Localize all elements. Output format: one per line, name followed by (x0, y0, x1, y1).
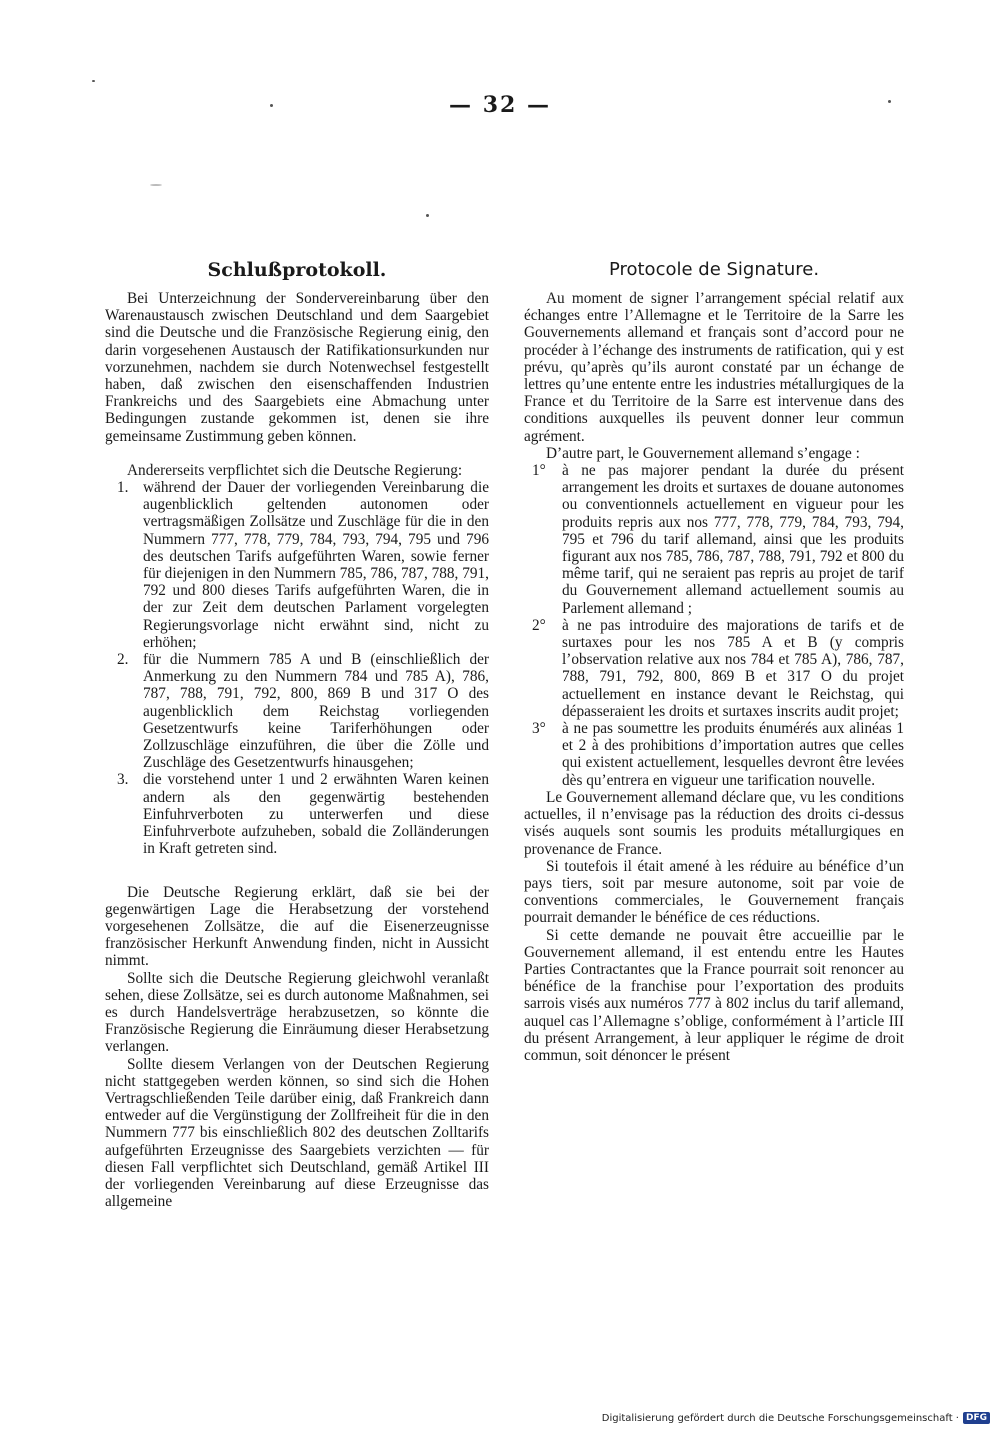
german-paragraph-1: Die Deutsche Regierung erklärt, daß sie bei der gegenwärtigen Lage die Herabsetzung der vorstehend vorgesehenen Zollsätze, die auf die Eisenerzeugnisse französischer Herkunft Anwendung finden, nicht in Aussicht nimmt. (105, 883, 489, 970)
french-item-1 (524, 462, 904, 617)
german-paragraph-2: Sollte sich die Deutsche Regierung gleichwohl veranlaßt sehen, diese Zollsätze, sei es durch autonome Maßnahmen, sei es durch Handelsverträge herabzusetzen, so könnte die Französische Regierung die Einräumung dieser Herabsetzung verlangen. (105, 969, 489, 1056)
item-text: die vorstehend unter 1 und 2 erwähnten Waren keinen andern als den gegenwärtig bestehenden Einfuhrverboten zu unterwerfen und diese Einfuhrverbote aufzuheben, sobald die Zolländerungen in Kraft getreten sind. (143, 771, 489, 858)
item-number: 3. (117, 771, 129, 789)
french-title: Protocole de Signature. (608, 259, 820, 280)
french-paragraph-3: Si cette demande ne pouvait être accueillie par le Gouvernement allemand, il est entendu entre les Hautes Parties Contractantes que la France pourrait soit renoncer au bénéfice de la franchise pour l’exportation des produits sarrois visés aux numéros 777 à 802 inclus du tarif allemand, auquel cas l’Allemagne s’oblige, conformément à l’article III du présent Arrangement, à leur appliquer le régime de droit commun, soit dénoncer le présent (524, 926, 904, 1064)
digitization-footer (602, 1412, 990, 1424)
german-column (105, 258, 489, 1210)
item-number: 2° (532, 616, 546, 634)
item-number: 2. (117, 651, 129, 669)
scan-speck (92, 80, 95, 82)
footer-credit: Digitalisierung gefördert durch die Deutsche Forschungsgemeinschaft · (601, 1412, 959, 1424)
scan-speck (426, 214, 429, 217)
german-paragraph-3: Sollte diesem Verlangen von der Deutschen Regierung nicht stattgegeben werden können, so sind sich die Hohen Vertragschließenden Teile darüber einig, daß Frankreich dann entweder auf die Vergünstigung der Zollfreiheit für die in den Nummern 777 bis einschließlich 802 des deutschen Zolltarifs aufgeführten Erzeugnisse des Saargebiets verzichten — für diesen Fall verpflichtet sich Deutschland, gemäß Artikel III der vorliegenden Vereinbarung auf diese Erzeugnisse das allgemeine (105, 1055, 489, 1211)
item-number: 1° (532, 462, 546, 480)
french-column (524, 258, 904, 1064)
german-intro: Bei Unterzeichnung der Sondervereinbarung über den Warenaustausch zwischen Deutschland und dem Saargebiet sind die Deutsche und die Französische Regierung einig, den darin vorgesehenen Austausch der Ratifikationsurkunden nur vorzunehmen, nachdem sie durch Notenwechsel festgestellt haben, daß zwischen den eisenschaffenden Industrien Frankreichs und des Saargebiets eine Abmachung unter Bedingungen zustande gekommen ist, denen sie ihre gemeinsame Zustimmung geben können. (105, 290, 489, 445)
page-number: — 32 — (449, 92, 551, 118)
german-title: Schlußprotokoll. (207, 259, 387, 281)
german-item-2 (105, 651, 489, 771)
item-number: 1. (117, 479, 129, 497)
german-item-3 (105, 771, 489, 857)
french-item-3 (524, 720, 904, 789)
french-item-2 (524, 617, 904, 720)
item-text: für die Nummern 785 A und B (einschließlich der Anmerkung zu den Nummern 784 und 785 A), 786, 787, 788, 791, 792, 800, 869 B und 317 O des augenblicklich dem Reichstag vorliegenden Gesetzentwurfs keine Tariferhöhungen oder Zollzuschläge einzuführen, die über die Zölle und Zuschläge des Gesetzentwurfs hinausgehen; (143, 651, 489, 772)
item-text: à ne pas majorer pendant la durée du présent arrangement les droits et surtaxes de douane autonomes ou conventionnels actuellement en vigueur pour les produits repris aux nos 777, 778, 779, 784, 793, 794, 795 et 796 du tarif allemand, ainsi que les produits figurant aux nos 785, 786, 787, 788, 791, 792 et 800 du même tarif, qui ne seraient pas repris au projet de tarif du Gouvernement allemand actuellement soumis au Parlement allemand ; (562, 462, 904, 617)
german-item-1 (105, 479, 489, 651)
french-intro: Au moment de signer l’arrangement spécial relatif aux échanges entre l’Allemagne et le Territoire de la Sarre les Gouvernements allemand et français sont d’accord pour ne procéder à l’échange des instruments de ratification, qui y est prévu, qu’après qu’ils auront constaté par un échange de lettres qu’une entente entre les industries métallurgiques de la France et du Territoire de la Sarre est intervenue dans des conditions auxquelles ils peuvent donner leur commun agrément. (524, 290, 904, 445)
german-obligation: Andererseits verpflichtet sich die Deutsche Regierung: (127, 461, 463, 479)
french-paragraph-2: Si toutefois il était amené à les réduire au bénéfice d’un pays tiers, soit par mesure autonome, soit par voie de conventions commerciales, le Gouvernement français pourrait demander le bénéfice de ces réductions. (524, 857, 904, 927)
item-number: 3° (532, 720, 546, 738)
french-obligation: D’autre part, le Gouvernement allemand s’engage : (546, 444, 860, 462)
scan-speck (150, 184, 162, 186)
item-text: à ne pas soumettre les produits énumérés aux alinéas 1 et 2 à des prohibitions d’importation autres que celles qui existent actuellement, lesquelles devront être levées dès qu’entrera en vigueur une tarification nouvelle. (562, 720, 904, 789)
french-paragraph-1: Le Gouvernement allemand déclare que, vu les conditions actuelles, il n’envisage pas la réduction des droits ci-dessus visés auquels sont soumis les produits métallurgiques en provenance de France. (524, 788, 904, 858)
item-text: während der Dauer der vorliegenden Vereinbarung die augenblicklich geltenden autonomen oder vertragsmäßigen Zollsätze und Zuschläge für die in den Nummern 777, 778, 779, 784, 793, 794, 795 und 796 des deutschen Tarifs aufgeführten Waren, sowie ferner für diejenigen in den Nummern 785, 786, 787, 788, 791, 792 und 800 dieses Tarifs aufgeführten Waren, die in der zur Zeit dem deutschen Parlament vorgelegten Regierungsvorlage nicht erwähnt sind, nicht zu erhöhen; (143, 479, 489, 651)
item-text: à ne pas introduire des majorations de tarifs et de surtaxes pour les nos 785 A et B (y compris l’observation relative aux nos 784 et 785 A), 786, 787, 788, 791, 792, 800, 869 B et 317 O du projet actuellement en instance devant le Reichstag, qui dépasseraient les droits et surtaxes inscrits audit projet; (562, 616, 904, 720)
dfg-logo-icon: DFG (963, 1412, 990, 1424)
